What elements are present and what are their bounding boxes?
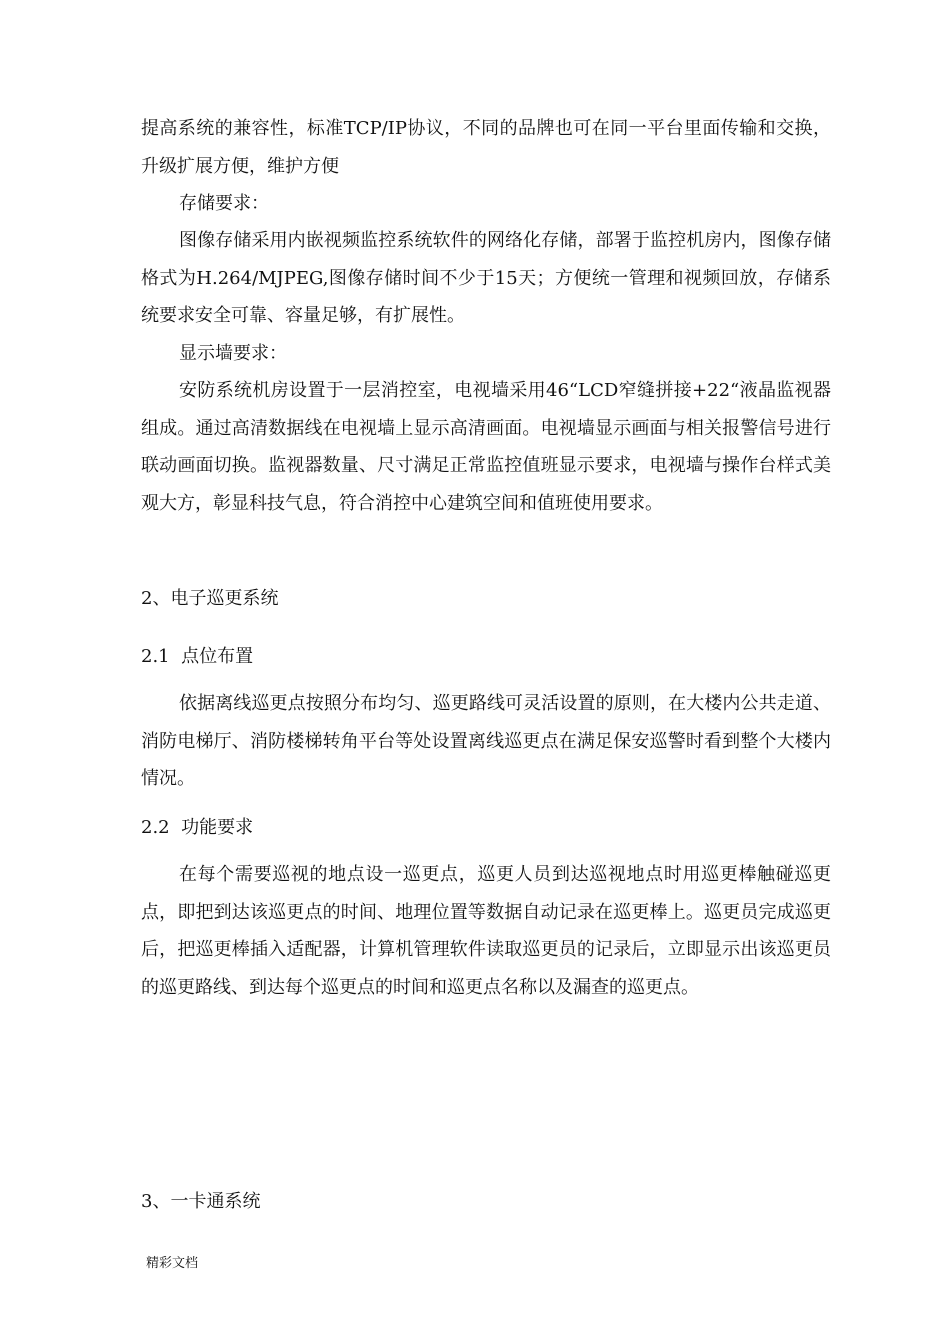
paragraph-point-layout: 依据离线巡更点按照分布均匀、巡更路线可灵活设置的原则，在大楼内公共走道、消防电梯厅、消防楼梯转角平台等处设置离线巡更点在满足保安巡警时看到整个大楼内情况。 (141, 693, 831, 789)
paragraph-storage-requirements: 图像存储采用内嵌视频监控系统软件的网络化存储，部署于监控机房内，图像存储格式为H.264/MJPEG,图像存储时间不少于15天；方便统一管理和视频回放，存储系统要求安全可靠、容量足够，有扩展性。 (141, 230, 831, 326)
paragraph-storage-heading: 存储要求： (179, 193, 269, 214)
paragraph-display-wall-heading: 显示墙要求： (179, 343, 287, 364)
section-heading-card-system: 3、一卡通系统 (141, 1191, 261, 1212)
footer-label: 精彩文档 (146, 1256, 199, 1271)
section-heading-function-requirements: 2.2 功能要求 (141, 817, 254, 838)
section-heading-patrol-system: 2、电子巡更系统 (141, 588, 279, 609)
paragraph-display-wall-requirements: 安防系统机房设置于一层消控室，电视墙采用46“LCD窄缝拼接+22“液晶监视器组成。通过高清数据线在电视墙上显示高清画面。电视墙显示画面与相关报警信号进行联动画面切换。监视器数量、尺寸满足正常监控值班显示要求，电视墙与操作台样式美观大方，彰显科技气息，符合消控中心建筑空间和值班使用要求。 (141, 380, 831, 514)
paragraph-compatibility: 提高系统的兼容性，标准TCP/IP协议，不同的品牌也可在同一平台里面传输和交换，升级扩展方便，维护方便 (141, 118, 831, 177)
section-heading-point-layout: 2.1 点位布置 (141, 646, 254, 667)
paragraph-function-requirements: 在每个需要巡视的地点设一巡更点，巡更人员到达巡视地点时用巡更棒触碰巡更点，即把到达该巡更点的时间、地理位置等数据自动记录在巡更棒上。巡更员完成巡更后，把巡更棒插入适配器，计算机管理软件读取巡更员的记录后，立即显示出该巡更员的巡更路线、到达每个巡更点的时间和巡更点名称以及漏查的巡更点。 (141, 864, 831, 998)
